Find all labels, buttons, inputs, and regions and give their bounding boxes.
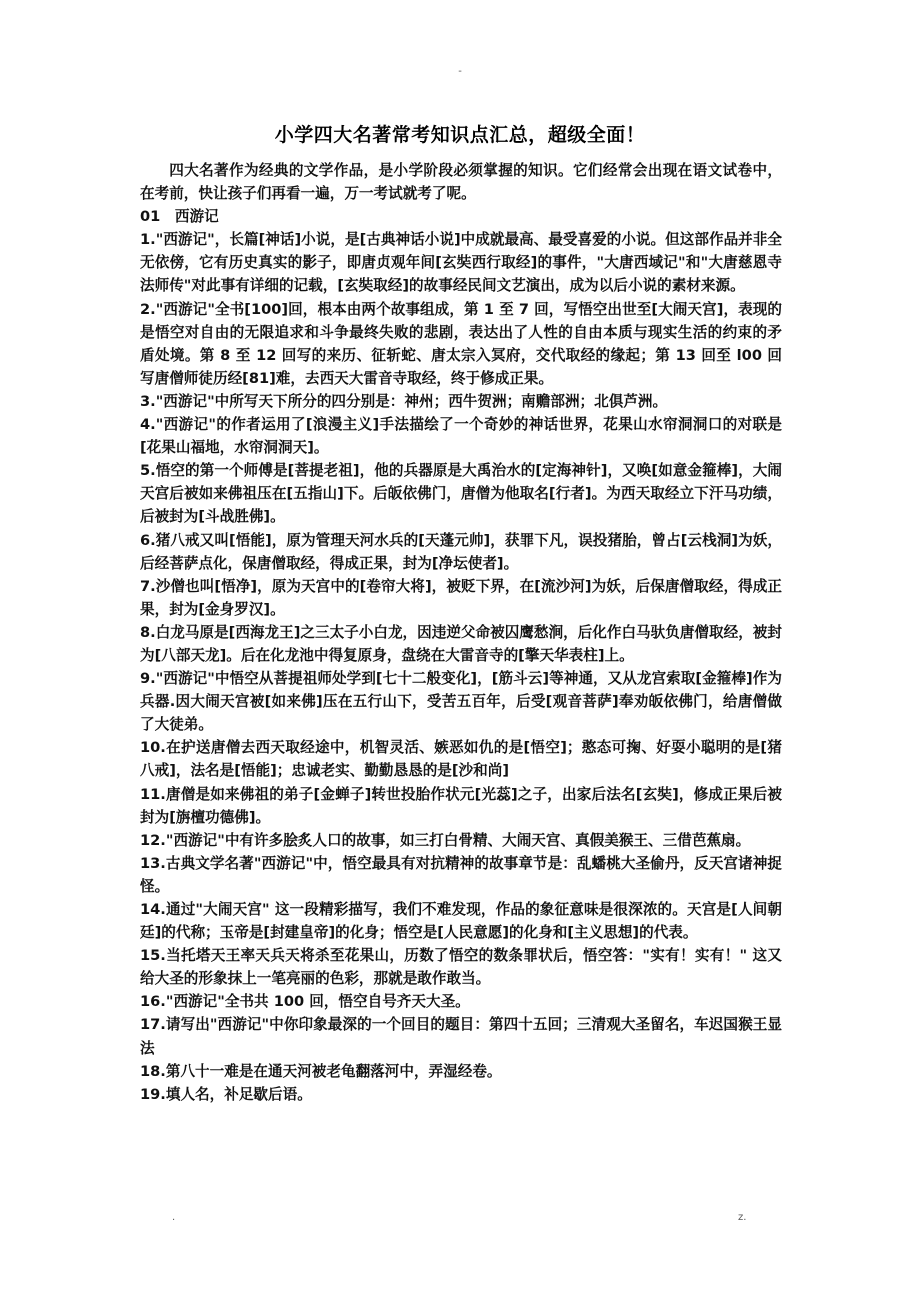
document-body xyxy=(140,159,782,1106)
document-title: 小学四大名著常考知识点汇总，超级全面！ xyxy=(274,124,646,146)
header-mark: - xyxy=(458,66,462,77)
list-item: 11.唐僧是如来佛祖的弟子[金蝉子]转世投胎作状元[光蕊]之子，出家后法名[玄奘]，修成正果后被封为[旃檀功德佛]。 xyxy=(140,785,782,826)
list-item: 13.古典文学名著"西游记"中，悟空最具有对抗精神的故事章节是：乱蟠桃大圣偷丹，反天宫诸神捉怪。 xyxy=(140,854,782,895)
footer-right-mark: z. xyxy=(738,1212,747,1223)
list-item: 10.在护送唐僧去西天取经途中，机智灵活、嫉恶如仇的是[悟空]；憨态可掬、好耍小聪明的是[猪八戒]，法名是[悟能]；忠诚老实、勤勤恳恳的是[沙和尚] xyxy=(140,739,782,780)
list-item: 1."西游记"，长篇[神话]小说，是[古典神话小说]中成就最高、最受喜爱的小说。但这部作品并非全无依傍，它有历史真实的影子，即唐贞观年间[玄奘西行取经]的事件，"大唐西域记"和"大唐慈恩寺法师传"对此事有详细的记载，[玄奘取经]的故事经民间文艺演出，成为以后小说的素材来源。 xyxy=(140,231,782,295)
intro-paragraph: 四大名著作为经典的文学作品，是小学阶段必须掌握的知识。它们经常会出现在语文试卷中，在考前，快让孩子们再看一遍，万一考试就考了呢。 xyxy=(140,162,782,203)
list-item: 6.猪八戒又叫[悟能]，原为管理天河水兵的[天蓬元帅]，获罪下凡，误投猪胎，曾占[云栈洞]为妖，后经菩萨点化，保唐僧取经，得成正果，封为[净坛使者]。 xyxy=(140,531,782,572)
list-item: 15.当托塔天王率天兵天将杀至花果山，历数了悟空的数条罪状后，悟空答："实有！实有！" 这又给大圣的形象抹上一笔亮丽的色彩，那就是敢作敢当。 xyxy=(140,947,782,988)
list-item: 4."西游记"的作者运用了[浪漫主义]手法描绘了一个奇妙的神话世界，花果山水帘洞洞口的对联是[花果山福地，水帘洞洞天]。 xyxy=(140,416,782,457)
list-item: 5.悟空的第一个师傅是[菩提老祖]，他的兵器原是大禹治水的[定海神针]，又唤[如意金箍棒]，大闹天宫后被如来佛祖压在[五指山]下。后皈依佛门，唐僧为他取名[行者]。为西天取经立下汗马功绩，后被封为[斗战胜佛]。 xyxy=(140,462,782,526)
section-heading: 01 西游记 xyxy=(140,208,219,226)
footer-left-mark: . xyxy=(172,1212,176,1223)
list-item: 18.第八十一难是在通天河被老龟翻落河中，弄湿经卷。 xyxy=(140,1062,502,1080)
list-item: 2."西游记"全书[100]回，根本由两个故事组成，第 1 至 7 回，写悟空出世至[大闹天宫]，表现的是悟空对自由的无限追求和斗争最终失败的悲剧，表达出了人性的自由本质与现实生活的约束的矛盾处境。第 8 至 12 回写的来历、征斩蛇、唐太宗入冥府，交代取经的缘起；第 13 回至 l00 回写唐僧师徒历经[81]难，去西天大雷音寺取经，终于修成正果。 xyxy=(140,300,782,387)
list-item: 19.填人名，补足歇后语。 xyxy=(140,1085,312,1103)
list-item: 12."西游记"中有许多脍炙人口的故事，如三打白骨精、大闹天宫、真假美猴王、三借芭蕉扇。 xyxy=(140,831,751,849)
list-item: 17.请写出"西游记"中你印象最深的一个回目的题目：第四十五回；三清观大圣留名，车迟国猴王显法 xyxy=(140,1016,782,1057)
list-item: 9."西游记"中悟空从菩提祖师处学到[七十二般变化]，[筋斗云]等神通，又从龙宫索取[金箍棒]作为兵器.因大闹天宫被[如来佛]压在五行山下，受苦五百年，后受[观音菩萨]奉劝皈依佛门，给唐僧做了大徒弟。 xyxy=(140,670,782,734)
list-item: 8.白龙马原是[西海龙王]之三太子小白龙，因违逆父命被囚鹰愁涧，后化作白马驮负唐僧取经，被封为[八部天龙]。后在化龙池中得复原身，盘绕在大雷音寺的[擎天华表柱]上。 xyxy=(140,623,782,664)
list-item: 16."西游记"全书共 100 回，悟空自号齐天大圣。 xyxy=(140,993,470,1011)
list-item: 7.沙僧也叫[悟净]，原为天宫中的[卷帘大将]，被贬下界，在[流沙河]为妖，后保唐僧取经，得成正果，封为[金身罗汉]。 xyxy=(140,577,782,618)
list-item: 14.通过"大闹天宫" 这一段精彩描写，我们不难发现，作品的象征意味是很深浓的。天宫是[人间朝廷]的代称；玉帝是[封建皇帝]的化身；悟空是[人民意愿]的化身和[主义思想]的代表。 xyxy=(140,901,782,942)
list-item: 3."西游记"中所写天下所分的四分别是：神州；西牛贺洲；南赡部洲；北俱芦洲。 xyxy=(140,392,668,410)
